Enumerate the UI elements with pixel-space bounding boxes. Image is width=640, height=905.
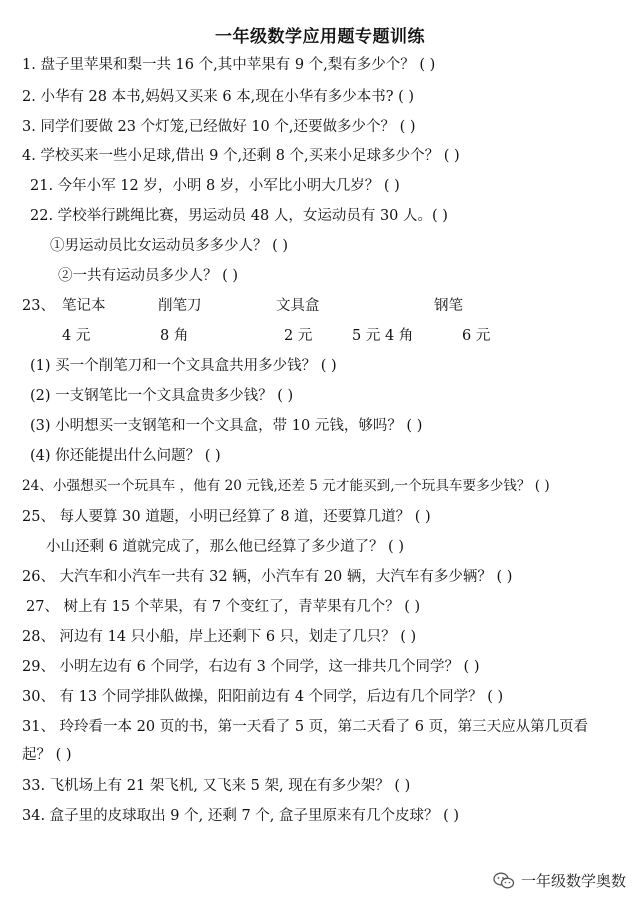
question-31: 31、 玲玲看一本 20 页的书，第一天看了 5 页，第二天看了 6 页，第三天应从第几页看 bbox=[22, 719, 589, 735]
question-23-part-1: (1) 买一个削笔刀和一个文具盒共用多少钱？ ( ) bbox=[30, 358, 337, 374]
question-4: 4. 学校买来一些小足球,借出 9 个,还剩 8 个,买来小足球多少个？ ( ) bbox=[22, 148, 460, 164]
question-26: 26、 大汽车和小汽车一共有 32 辆，小汽车有 20 辆，大汽车有多少辆？ ( ) bbox=[22, 569, 513, 585]
price-pencil-box: 2 元 bbox=[284, 328, 313, 344]
question-24: 24、小强想买一个玩具车 ，他有 20 元钱,还差 5 元才能买到,一个玩具车要多少钱？ ( ) bbox=[22, 478, 550, 494]
question-3: 3. 同学们要做 23 个灯笼,已经做好 10 个,还要做多少个？ ( ) bbox=[22, 119, 416, 135]
question-25: 25、 每人要算 30 道题，小明已经算了 8 道，还要算几道？ ( ) bbox=[22, 509, 431, 525]
question-34: 34. 盒子里的皮球取出 9 个, 还剩 7 个, 盒子里原来有几个皮球？ ( ) bbox=[22, 808, 460, 824]
watermark-text: 一年级数学奥数 bbox=[520, 872, 626, 890]
item-sharpener: 削笔刀 bbox=[158, 298, 202, 314]
item-pencil-box: 文具盒 bbox=[276, 298, 320, 314]
question-22: 22. 学校举行跳绳比赛，男运动员 48 人，女运动员有 30 人。( ) bbox=[30, 208, 448, 224]
question-25-followup: 小山还剩 6 道就完成了，那么他已经算了多少道了？ ( ) bbox=[46, 539, 404, 555]
question-21: 21. 今年小军 12 岁，小明 8 岁，小军比小明大几岁？ ( ) bbox=[30, 178, 400, 194]
question-22-part-2: ②一共有运动员多少人？ ( ) bbox=[58, 268, 239, 284]
wechat-icon bbox=[493, 872, 515, 890]
item-notebook: 笔记本 bbox=[62, 298, 106, 314]
question-33: 33. 飞机场上有 21 架飞机, 又飞来 5 架, 现在有多少架？ ( ) bbox=[22, 778, 411, 794]
question-23-label: 23、 bbox=[22, 298, 55, 314]
question-23-part-3: (3) 小明想买一支钢笔和一个文具盒，带 10 元钱，够吗？ ( ) bbox=[30, 418, 423, 434]
item-pen: 钢笔 bbox=[434, 298, 463, 314]
question-23-part-2: (2) 一支钢笔比一个文具盒贵多少钱？ ( ) bbox=[30, 388, 294, 404]
question-2: 2. 小华有 28 本书,妈妈又买来 6 本,现在小华有多少本书? ( ) bbox=[22, 89, 415, 105]
price-notebook: 4 元 bbox=[62, 328, 91, 344]
question-27: 27、 树上有 15 个苹果，有 7 个变红了，青苹果有几个？ ( ) bbox=[26, 599, 421, 615]
question-1: 1. 盘子里苹果和梨一共 16 个,其中苹果有 9 个,梨有多少个？ ( ) bbox=[22, 57, 436, 73]
page-title: 一年级数学应用题专题训练 bbox=[215, 27, 425, 47]
question-23-part-4: (4) 你还能提出什么问题？ ( ) bbox=[30, 448, 221, 464]
watermark bbox=[493, 870, 626, 891]
price-pen: 6 元 bbox=[462, 328, 491, 344]
question-22-part-1: ①男运动员比女运动员多多少人？ ( ) bbox=[50, 238, 289, 254]
price-sharpener: 8 角 bbox=[160, 328, 189, 344]
price-pen-alt: 5 元 4 角 bbox=[352, 328, 414, 344]
question-31-continued: 起？ ( ) bbox=[22, 747, 72, 763]
question-29: 29、 小明左边有 6 个同学，右边有 3 个同学，这一排共几个同学？ ( ) bbox=[22, 659, 480, 675]
question-30: 30、 有 13 个同学排队做操，阳阳前边有 4 个同学，后边有几个同学？ ( ) bbox=[22, 689, 504, 705]
question-28: 28、 河边有 14 只小船，岸上还剩下 6 只，划走了几只？ ( ) bbox=[22, 629, 417, 645]
